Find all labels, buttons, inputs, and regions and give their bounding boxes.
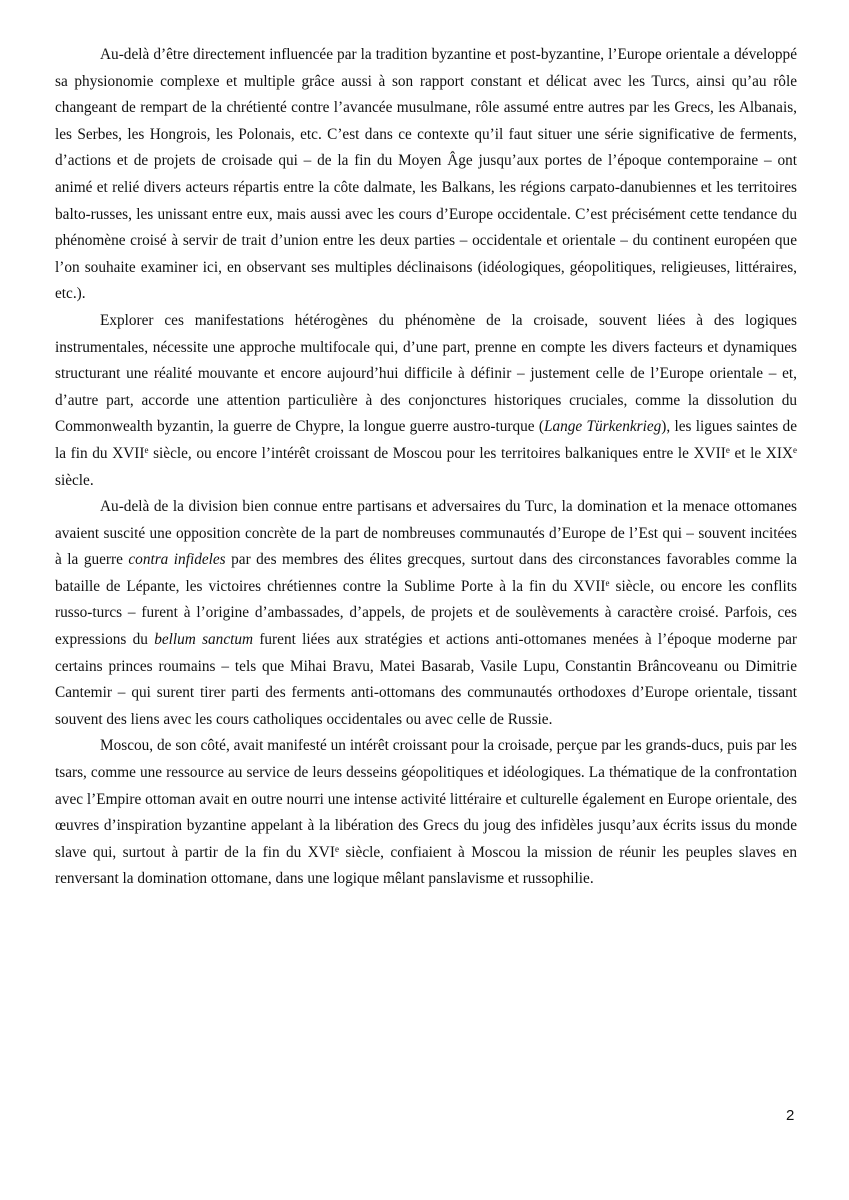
paragraph-2-text: siècle.	[55, 471, 94, 489]
paragraph-4	[55, 733, 797, 893]
paragraph-2	[55, 308, 797, 494]
superscript-e: e	[334, 843, 339, 854]
paragraph-4-text: Moscou, de son côté, avait manifesté un intérêt croissant pour la croisade, perçue par les grands-ducs, puis par les tsars, comme une ressource au service de leurs desseins géopolitiques et idéologiques. La thématique de la confrontation avec l’Empire ottoman avait en outre nourri une intense activité littéraire et culturelle également en Europe orientale, des œuvres d’inspiration byzantine appelant à la libération des Grecs du joug des infidèles jusqu’aux écrits issus du monde slave qui, surtout à partir de la fin du XVI	[55, 737, 797, 861]
paragraph-3-italic-term: contra infideles	[128, 551, 226, 569]
superscript-e: e	[605, 577, 610, 588]
paragraph-2-text: et le XIX	[729, 444, 793, 462]
paragraph-3-text: par des membres des élites grecques, surtout dans des circonstances favorables comme la bataille de Lépante, les victoires chrétiennes contre la Sublime Porte à la fin du XVII	[55, 551, 797, 595]
paragraph-3-text: siècle, ou encore les conflits russo-turcs – furent à l’origine d’ambassades, d’appels, de projets et de soulèvements à caractère croisé. Parfois, ces expressions du	[55, 577, 797, 649]
paragraph-3-italic-term: bellum sanctum	[154, 631, 254, 649]
paragraph-1	[55, 42, 797, 308]
paragraph-1-text: Au-delà d’être directement influencée par la tradition byzantine et post-byzantine, l’Europe orientale a développé sa physionomie complexe et multiple grâce aussi à son rapport constant et délicat avec les Turcs, ainsi qu’au rôle changeant de rempart de la chrétienté contre l’avancée musulmane, rôle assumé entre autres par les Grecs, les Albanais, les Serbes, les Hongrois, les Polonais, etc. C’est dans ce contexte qu’il faut situer une série significative de ferments, d’actions et de projets de croisade qui – de la fin du Moyen Âge jusqu’aux portes de l’époque contemporaine – ont animé et relié divers acteurs répartis entre la côte dalmate, les Balkans, les régions carpato-danubiennes et les territoires balto-russes, les unissant entre eux, mais aussi avec les cours d’Europe occidentale. C’est précisément cette tendance du phénomène croisé à servir de trait d’union entre les deux parties – occidentale et orientale – du continent européen que l’on souhaite examiner ici, en observant ses multiples déclinaisons (idéologiques, géopolitiques, religieuses, littéraires, etc.).	[55, 46, 797, 303]
superscript-e: e	[144, 444, 149, 455]
paragraph-3	[55, 494, 797, 733]
paragraph-2-text: Explorer ces manifestations hétérogènes du phénomène de la croisade, souvent liées à des logiques instrumentales, nécessite une approche multifocale qui, d’une part, prenne en compte les divers facteurs et dynamiques structurant une réalité mouvante et encore aujourd’hui difficile à définir – justement celle de l’Europe orientale – et, d’autre part, accorde une attention particulière à des conjonctures historiques cruciales, comme la dissolution du Commonwealth byzantin, la guerre de Chypre, la longue guerre austro-turque (	[55, 311, 797, 436]
paragraph-2-italic-term: Lange Türkenkrieg	[543, 418, 662, 436]
paragraph-3-text: Au-delà de la division bien connue entre partisans et adversaires du Turc, la domination et la menace ottomanes avaient suscité une opposition concrète de la part de nombreuses communautés d’Europe de l’Est qui – souvent incitées à la guerre	[55, 498, 797, 569]
page-number: 2	[786, 1107, 795, 1124]
document-body	[55, 42, 797, 893]
superscript-e: e	[725, 444, 730, 455]
paragraph-2-text: siècle, ou encore l’intérêt croissant de Moscou pour les territoires balkaniques entre le XVII	[148, 444, 726, 462]
paragraph-4-text: siècle, confiaient à Moscou la mission de réunir les peuples slaves en renversant la domination ottomane, dans une logique mêlant panslavisme et russophilie.	[55, 843, 797, 888]
superscript-e: e	[793, 444, 797, 455]
paragraph-2-text: ), les ligues saintes de la fin du XVII	[55, 418, 797, 462]
paragraph-3-text: furent liées aux stratégies et actions anti-ottomanes menées à l’époque moderne par certains princes roumains – tels que Mihai Bravu, Matei Basarab, Vasile Lupu, Constantin Brâncoveanu ou Dimitrie Cantemir – qui surent tirer parti des ferments anti-ottomans des communautés orthodoxes d’Europe orientale, tissant souvent des liens avec les cours catholiques occidentales ou avec celle de Russie.	[55, 631, 797, 728]
